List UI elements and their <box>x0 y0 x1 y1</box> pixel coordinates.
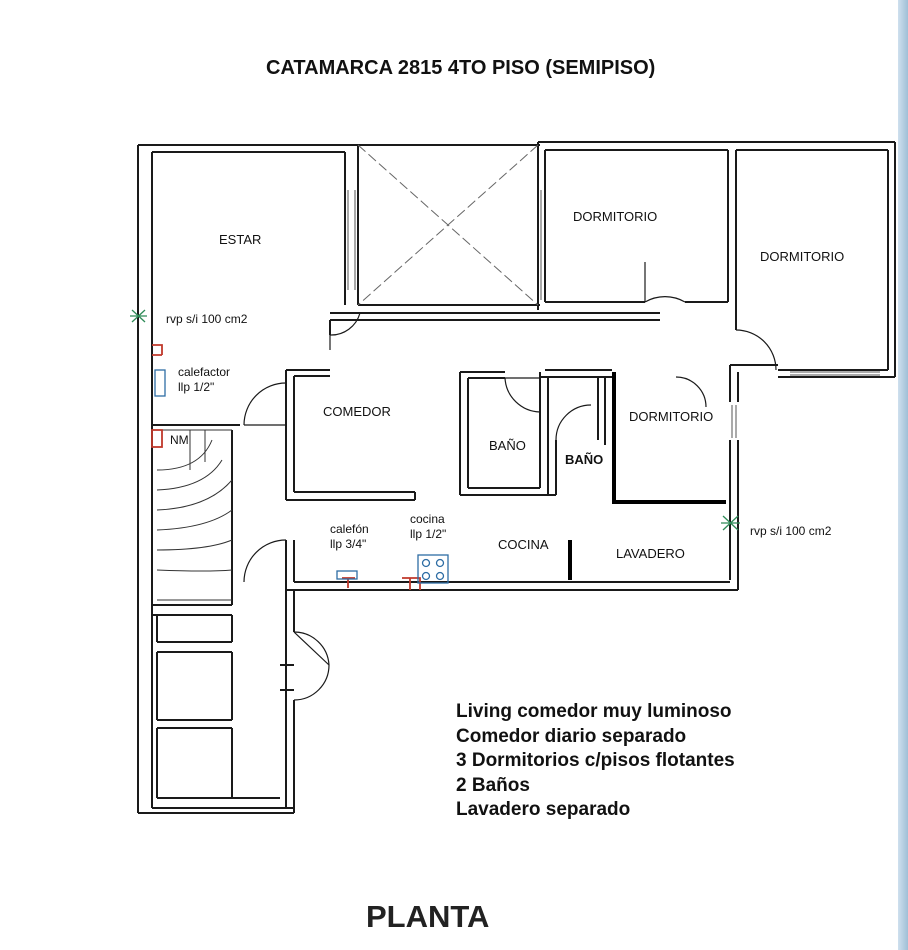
room-label-estar: ESTAR <box>219 232 262 247</box>
vent-label-right: rvp s/i 100 cm2 <box>750 524 832 538</box>
room-label-dormitorio-2: DORMITORIO <box>760 249 845 264</box>
staircase <box>157 430 232 600</box>
nm-label: NM <box>170 433 189 447</box>
room-label-bano-1: BAÑO <box>489 438 526 453</box>
vent-label-left: rvp s/i 100 cm2 <box>166 312 248 326</box>
plan-footer-title: PLANTA <box>366 899 490 934</box>
room-label-comedor: COMEDOR <box>323 404 391 419</box>
feature-item: Lavadero separado <box>456 799 631 820</box>
calefactor-label: calefactor llp 1/2" <box>178 365 231 394</box>
stove-icon <box>418 555 448 583</box>
feature-item: 2 Baños <box>456 774 530 796</box>
feature-item: Living comedor muy luminoso <box>456 701 732 722</box>
room-label-bano-2: BAÑO <box>565 452 604 467</box>
feature-item: 3 Dormitorios c/pisos flotantes <box>456 750 735 771</box>
patio-void <box>358 145 538 305</box>
calefon-label: calefón llp 3/4" <box>330 522 369 551</box>
features-list <box>456 700 735 823</box>
room-label-lavadero: LAVADERO <box>616 546 685 561</box>
cocina-gas-label: cocina llp 1/2" <box>410 512 447 541</box>
room-label-cocina: COCINA <box>498 537 549 552</box>
appliances <box>155 370 448 583</box>
room-label-dormitorio-1: DORMITORIO <box>573 209 658 224</box>
feature-item: Comedor diario separado <box>456 725 687 747</box>
door-swings <box>244 262 776 700</box>
plan-title: CATAMARCA 2815 4TO PISO (SEMIPISO) <box>266 57 656 79</box>
room-label-dormitorio-3: DORMITORIO <box>629 409 714 424</box>
calefactor-icon <box>155 370 165 396</box>
